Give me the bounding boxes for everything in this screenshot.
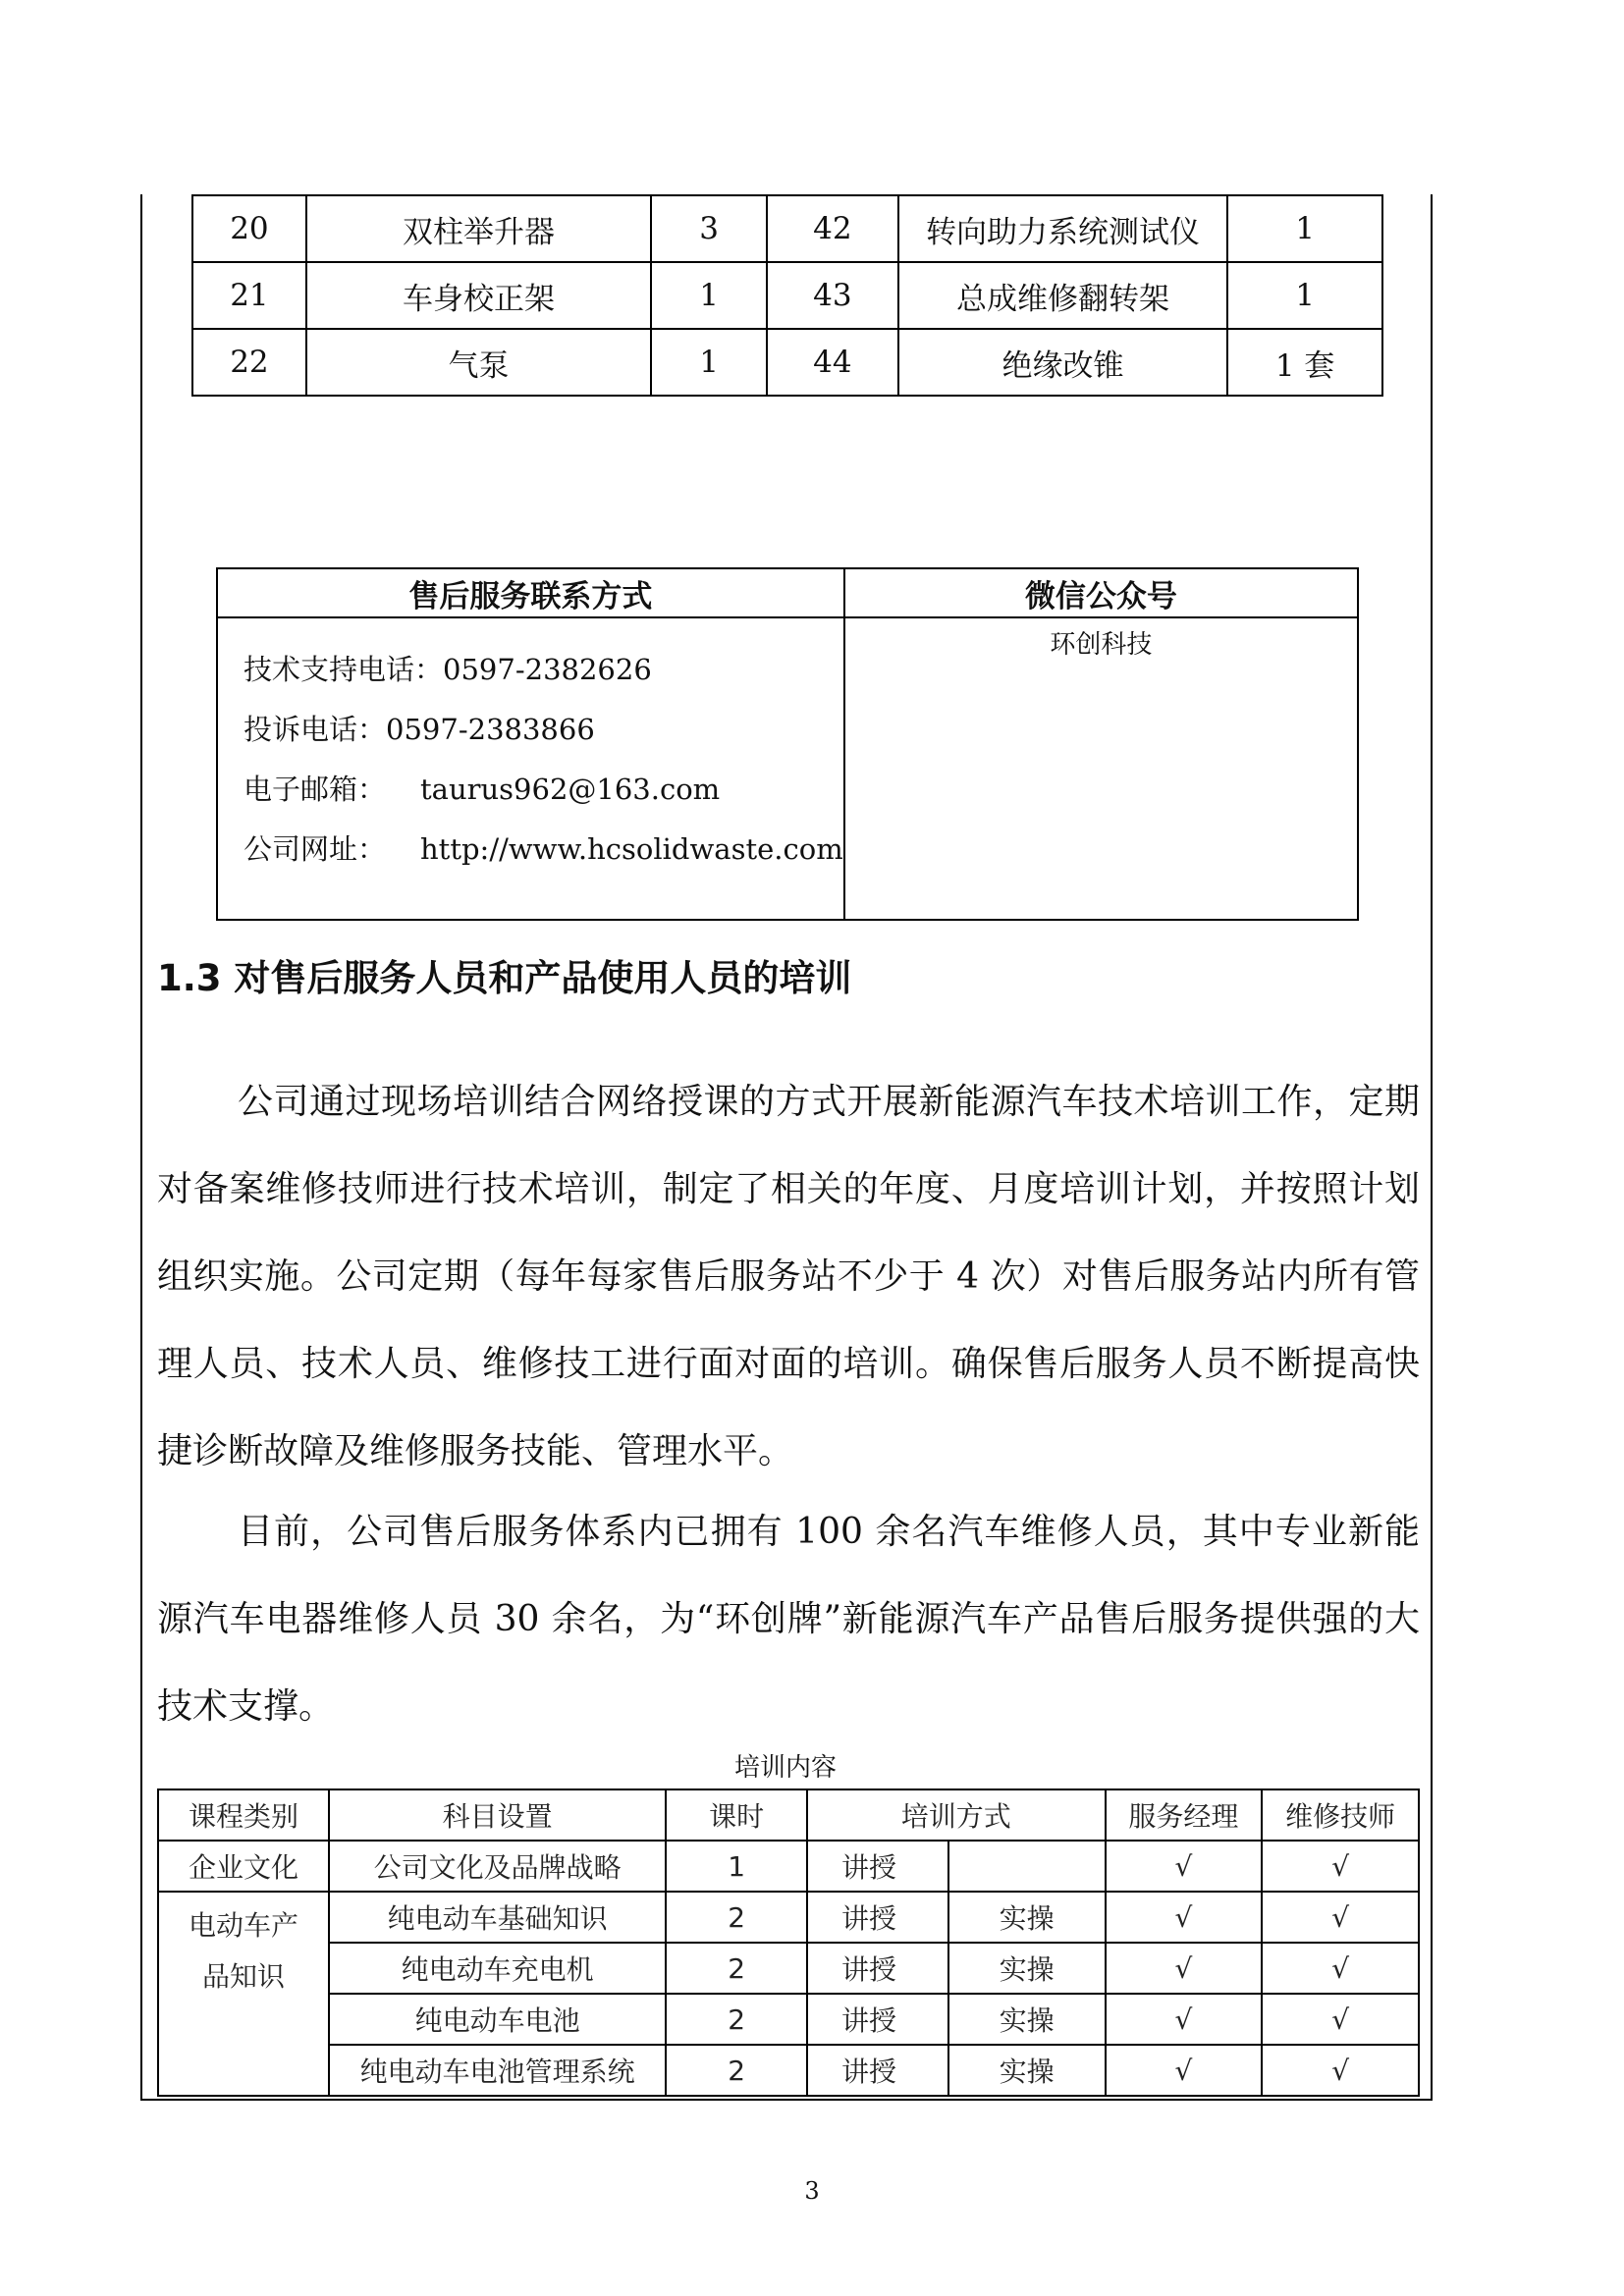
cell: 22 bbox=[192, 329, 306, 396]
cell: 气泵 bbox=[306, 329, 651, 396]
cell: 讲授 bbox=[807, 1943, 948, 1994]
table-row bbox=[158, 1841, 1419, 1892]
category-cell: 电动车产品知识 bbox=[158, 1892, 329, 2096]
cell: 44 bbox=[767, 329, 898, 396]
cell: 20 bbox=[192, 195, 306, 262]
section-heading: 1.3 对售后服务人员和产品使用人员的培训 bbox=[157, 957, 852, 999]
table-row bbox=[158, 2045, 1419, 2096]
cell: 纯电动车电池 bbox=[329, 1994, 666, 2045]
cell: 讲授 bbox=[807, 1892, 948, 1943]
table-row bbox=[192, 195, 1382, 262]
cell: 1 套 bbox=[1227, 329, 1382, 396]
table-row bbox=[158, 1994, 1419, 2045]
contact-table bbox=[216, 567, 1359, 921]
table-caption: 培训内容 bbox=[733, 1753, 837, 1783]
cell: 2 bbox=[666, 2045, 807, 2096]
check-cell: √ bbox=[1106, 2045, 1263, 2096]
cell: 2 bbox=[666, 1892, 807, 1943]
cell: 1 bbox=[1227, 195, 1382, 262]
header-manager: 服务经理 bbox=[1106, 1789, 1263, 1841]
cell: 1 bbox=[651, 329, 767, 396]
cell: 转向助力系统测试仪 bbox=[898, 195, 1227, 262]
wechat-header: 微信公众号 bbox=[844, 568, 1358, 617]
cell: 3 bbox=[651, 195, 767, 262]
cell: 绝缘改锥 bbox=[898, 329, 1227, 396]
cell: 车身校正架 bbox=[306, 262, 651, 329]
cell: 2 bbox=[666, 1994, 807, 2045]
cell: 讲授 bbox=[807, 1994, 948, 2045]
cell: 讲授 bbox=[807, 2045, 948, 2096]
page-number: 3 bbox=[804, 2177, 820, 2205]
check-cell: √ bbox=[1106, 1892, 1263, 1943]
cell: 实操 bbox=[948, 1994, 1106, 2045]
website: 公司网址： http://www.hcsolidwaste.com bbox=[244, 832, 843, 866]
cell: 1 bbox=[651, 262, 767, 329]
header-hours: 课时 bbox=[666, 1789, 807, 1841]
training-table bbox=[157, 1789, 1420, 2097]
cell: 纯电动车充电机 bbox=[329, 1943, 666, 1994]
header-subject: 科目设置 bbox=[329, 1789, 666, 1841]
table-row bbox=[158, 1892, 1419, 1943]
cell: 实操 bbox=[948, 1892, 1106, 1943]
header-method: 培训方式 bbox=[807, 1789, 1106, 1841]
check-cell: √ bbox=[1106, 1943, 1263, 1994]
cell bbox=[948, 1841, 1106, 1892]
cell: 双柱举升器 bbox=[306, 195, 651, 262]
category-cell: 企业文化 bbox=[158, 1841, 329, 1892]
cell: 42 bbox=[767, 195, 898, 262]
table-header-row bbox=[158, 1789, 1419, 1841]
header-technician: 维修技师 bbox=[1262, 1789, 1419, 1841]
cell: 1 bbox=[666, 1841, 807, 1892]
cell: 实操 bbox=[948, 2045, 1106, 2096]
cell: 公司文化及品牌战略 bbox=[329, 1841, 666, 1892]
check-cell: √ bbox=[1262, 1892, 1419, 1943]
header-category: 课程类别 bbox=[158, 1789, 329, 1841]
check-cell: √ bbox=[1262, 1994, 1419, 2045]
cell: 总成维修翻转架 bbox=[898, 262, 1227, 329]
contact-details bbox=[217, 617, 844, 920]
table-row bbox=[192, 262, 1382, 329]
complaint-phone: 投诉电话：0597-2383866 bbox=[244, 713, 595, 746]
paragraph-2: 目前，公司售后服务体系内已拥有 100 余名汽车维修人员，其中专业新能源汽车电器维修人员 30 余名，为“环创牌”新能源汽车产品售后服务提供强的大技术支撑。 bbox=[157, 1512, 1420, 1727]
cell: 1 bbox=[1227, 262, 1382, 329]
cell: 43 bbox=[767, 262, 898, 329]
equipment-table bbox=[191, 194, 1383, 397]
cell: 实操 bbox=[948, 1943, 1106, 1994]
cell: 讲授 bbox=[807, 1841, 948, 1892]
wechat-account: 环创科技 bbox=[844, 617, 1358, 920]
table-row bbox=[192, 329, 1382, 396]
email: 电子邮箱： taurus962@163.com bbox=[244, 773, 721, 806]
table-row bbox=[158, 1943, 1419, 1994]
check-cell: √ bbox=[1106, 1841, 1263, 1892]
cell: 21 bbox=[192, 262, 306, 329]
tech-support-phone: 技术支持电话：0597-2382626 bbox=[244, 653, 652, 686]
check-cell: √ bbox=[1106, 1994, 1263, 2045]
cell: 纯电动车基础知识 bbox=[329, 1892, 666, 1943]
cell: 纯电动车电池管理系统 bbox=[329, 2045, 666, 2096]
check-cell: √ bbox=[1262, 1841, 1419, 1892]
check-cell: √ bbox=[1262, 2045, 1419, 2096]
cell: 2 bbox=[666, 1943, 807, 1994]
paragraph-1: 公司通过现场培训结合网络授课的方式开展新能源汽车技术培训工作，定期对备案维修技师进行技术培训，制定了相关的年度、月度培训计划，并按照计划组织实施。公司定期（每年每家售后服务站不少于 4 次）对售后服务站内所有管理人员、技术人员、维修技工进行面对面的培训。确保售后服务人员不断提高快捷诊断故障及维修服务技能、管理水平。 bbox=[157, 1082, 1420, 1471]
contact-header: 售后服务联系方式 bbox=[217, 568, 844, 617]
check-cell: √ bbox=[1262, 1943, 1419, 1994]
